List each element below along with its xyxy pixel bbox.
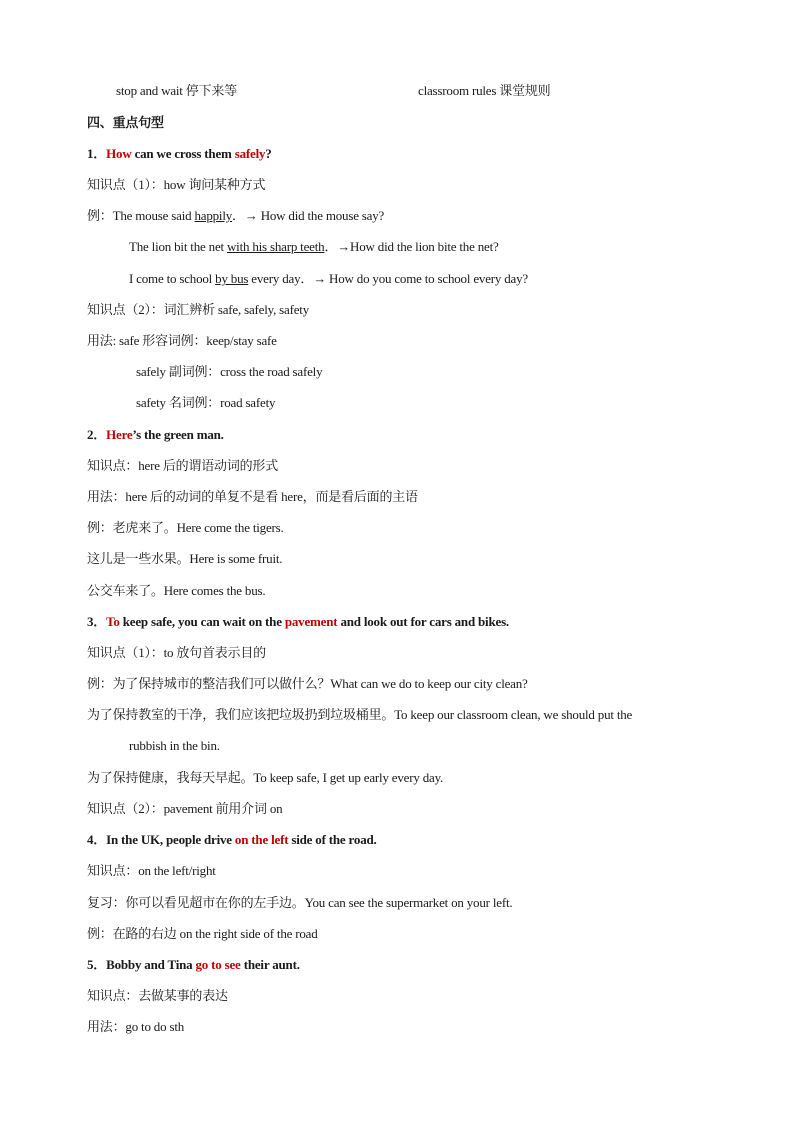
highlight-word: safely [234, 146, 266, 161]
example-line: 例：老虎来了。Here come the tigers. [87, 520, 284, 535]
heading-text: keep safe, you can wait on the [119, 614, 285, 629]
heading-text: In the UK, people drive [106, 832, 235, 847]
example-text: ．→ How did the mouse say? [232, 208, 385, 223]
highlight-word: To [106, 614, 120, 629]
knowledge-point: 知识点：去做某事的表达 [87, 988, 228, 1003]
knowledge-point: 知识点（2）：词汇辨析 safe, safely, safety [87, 302, 310, 317]
sentence-heading-4 [87, 831, 377, 849]
example-text: ．→How did the lion bite the net? [324, 239, 499, 254]
sentence-heading-1 [87, 145, 272, 163]
highlight-word: go to see [195, 957, 241, 972]
example-text: The lion bit the net [129, 239, 227, 254]
knowledge-point: 知识点：on the left/right [87, 863, 216, 878]
heading-text: ? [265, 146, 272, 161]
example-line [87, 207, 384, 225]
vocab-item-right: classroom rules 课堂规则 [418, 83, 551, 98]
usage-line: safety 名词例：road safety [136, 395, 276, 410]
section-title: 四、重点句型 [87, 115, 164, 130]
underlined-phrase: with his sharp teeth [226, 239, 325, 254]
example-text: I come to school [129, 271, 216, 286]
example-line: 为了保持健康，我每天早起。To keep safe, I get up early every day. [87, 770, 444, 785]
sentence-heading-5 [87, 956, 300, 974]
heading-text: and look out for cars and bikes. [337, 614, 509, 629]
highlight-word: on the left [234, 832, 289, 847]
heading-text: can we cross them [131, 146, 235, 161]
heading-text: ’s the green man. [132, 427, 224, 442]
example-text: The mouse said [112, 208, 195, 223]
heading-text: their aunt. [240, 957, 300, 972]
sentence-heading-2 [87, 426, 224, 444]
example-line: 为了保持教室的干净，我们应该把垃圾扔到垃圾桶里。To keep our classroom clean, we should put the [87, 707, 633, 722]
knowledge-point: 知识点（1）：to 放句首表示目的 [87, 645, 266, 660]
knowledge-point: 知识点：here 后的谓语动词的形式 [87, 458, 279, 473]
example-line: 这儿是一些水果。Here is some fruit. [87, 551, 283, 566]
vocab-item-left: stop and wait 停下来等 [116, 83, 237, 98]
heading-text: side of the road. [288, 832, 377, 847]
sentence-number: 3． [87, 614, 107, 629]
knowledge-point: 知识点（1）：how 询问某种方式 [87, 177, 266, 192]
example-line-continued: rubbish in the bin. [129, 738, 220, 753]
knowledge-point: 知识点（2）：pavement 前用介词 on [87, 801, 283, 816]
highlight-word: pavement [284, 614, 338, 629]
example-text: every day．→ How do you come to school every day? [248, 271, 528, 286]
sentence-number: 5． [87, 957, 107, 972]
underlined-phrase: happily [194, 208, 233, 223]
example-line: 例：为了保持城市的整洁我们可以做什么？What can we do to keep our city clean? [87, 676, 528, 691]
highlight-word: Here [106, 427, 133, 442]
sentence-number: 4． [87, 832, 107, 847]
example-line [129, 238, 499, 256]
example-prefix: 例： [87, 208, 113, 223]
usage-line: 用法：go to do sth [87, 1019, 185, 1034]
example-line [129, 270, 528, 288]
example-line: 例：在路的右边 on the right side of the road [87, 926, 318, 941]
example-line: 公交车来了。Here comes the bus. [87, 583, 266, 598]
underlined-phrase: by bus [215, 271, 249, 286]
sentence-heading-3 [87, 613, 509, 631]
usage-line: safely 副词例：cross the road safely [136, 364, 323, 379]
highlight-word: How [106, 146, 132, 161]
sentence-number: 1． [87, 146, 107, 161]
usage-line: 用法：here 后的动词的单复不是看 here，而是看后面的主语 [87, 489, 418, 504]
sentence-number: 2． [87, 427, 107, 442]
heading-text: Bobby and Tina [106, 957, 196, 972]
usage-line: 用法: safe 形容词例：keep/stay safe [87, 333, 277, 348]
review-line: 复习：你可以看见超市在你的左手边。You can see the supermarket on your left. [87, 895, 513, 910]
